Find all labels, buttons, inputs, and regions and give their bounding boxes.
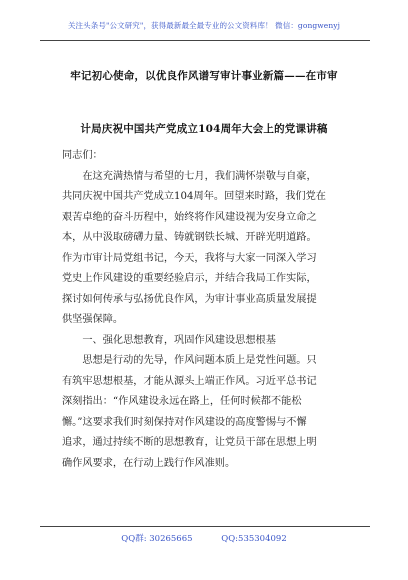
body-line: 党史上作风建设的重要经验启示，并结合我局工作实际， [62,273,317,284]
footer-qq: QQ:535304092 [221,534,287,544]
body-line: 追求，通过持续不断的思想教育，让党员干部在思想上明 [62,437,317,448]
body-line: 作为市审计局党组书记，今天，我将与大家一同深入学习 [62,252,317,264]
footer [0,532,408,544]
body-line: 共同庆祝中国共产党成立104周年。回望来时路，我们党在 [62,191,326,202]
header-banner: 关注头条号"公文研究"，获得最新最全最专业的公文资料库！ 微信：gongwenyj [67,21,341,30]
body-line: 深刻指出：“作风建设永远在路上，任何时候都不能松 [62,396,302,407]
body-line: 有筑牢思想根基，才能从源头上端正作风。习近平总书记 [62,375,317,387]
footer-divider [40,526,370,527]
footer-qq-group: QQ群: 30265665 [121,534,193,544]
document-title-line-2: 计局庆祝中国共产党成立104周年大会上的党课讲稿 [80,123,328,135]
header-divider [40,40,370,41]
body-line: 供坚强保障。 [62,314,124,325]
body-line: 思想是行动的先导，作风问题本质上是党性问题。只 [62,355,317,366]
body-line: 探讨如何传承与弘扬优良作风，为审计事业高质量发展提 [62,293,317,305]
body-line: 艰苦卓绝的奋斗历程中，始终将作风建设视为安身立命之 [62,211,317,223]
document-title-line-1: 牢记初心使命，以优良作风谱写审计事业新篇——在市审 [70,70,338,82]
body-line: 确作风要求，在行动上践行作风准则。 [62,457,236,469]
body-line: 懈。”这要求我们时刻保持对作风建设的高度警惕与不懈 [62,416,307,428]
section-heading: 一、强化思想教育，巩固作风建设思想根基 [62,334,276,346]
body-line: 在这充满热情与希望的七月，我们满怀崇敬与自豪， [62,170,317,182]
document-body [62,146,352,474]
body-line: 本，从中汲取磅礴力量、铸就钢铁长城、开辟光明道路。 [62,232,317,243]
body-line: 同志们： [62,150,103,161]
